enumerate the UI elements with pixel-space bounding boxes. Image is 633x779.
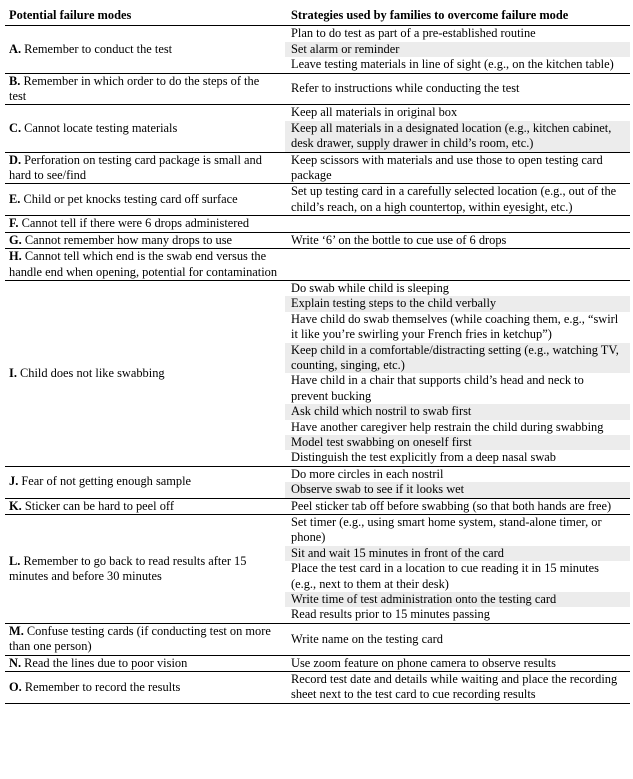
strategy-item: Distinguish the test explicitly from a deep nasal swab	[291, 450, 556, 465]
strategies-cell	[285, 280, 630, 466]
failure-mode-letter: M.	[9, 623, 24, 638]
failure-mode-text: Child or pet knocks testing card off surface	[23, 192, 238, 207]
failure-mode-letter: B.	[9, 73, 21, 88]
failure-mode-text: Sticker can be hard to peel off	[24, 498, 174, 513]
strategy-item: Set up testing card in a carefully selected location (e.g., out of the child’s reach, on a high countertop, within eyesight, etc.)	[291, 184, 617, 214]
failure-mode-letter: E.	[9, 192, 21, 207]
failure-mode-cell	[5, 105, 285, 152]
strategy-item: Do more circles in each nostril	[291, 466, 444, 481]
failure-mode-cell	[5, 152, 285, 184]
failure-mode-text: Remember in which order to do the steps of the test	[9, 73, 260, 104]
failure-mode-letter: O.	[9, 679, 22, 694]
table-row	[5, 466, 630, 498]
strategy-item: Use zoom feature on phone camera to observe results	[291, 655, 556, 670]
strategies-cell	[285, 623, 630, 655]
failure-mode-letter: C.	[9, 120, 22, 135]
strategy-item: Keep all materials in original box	[291, 105, 458, 120]
table-row	[5, 184, 630, 216]
header-strategies: Strategies used by families to overcome failure mode	[285, 7, 630, 26]
failure-mode-cell	[5, 184, 285, 216]
table-row	[5, 249, 630, 281]
failure-mode-cell	[5, 466, 285, 498]
strategy-item: Set alarm or reminder	[285, 42, 630, 57]
strategies-cell	[285, 655, 630, 671]
strategy-item: Keep child in a comfortable/distracting setting (e.g., watching TV, counting, singing, etc.)	[285, 343, 630, 374]
failure-mode-text: Cannot locate testing materials	[24, 120, 178, 135]
table-body	[5, 26, 630, 703]
table-row	[5, 672, 630, 704]
strategy-item: Read results prior to 15 minutes passing	[291, 607, 490, 622]
strategy-item: Place the test card in a location to cue reading it in 15 minutes (e.g., next to them at their desk)	[291, 561, 599, 591]
strategies-cell	[285, 216, 630, 232]
strategies-cell	[285, 105, 630, 152]
failure-mode-text: Read the lines due to poor vision	[24, 655, 188, 670]
strategy-item: Record test date and details while waiting and place the recording sheet next to the test card to cue recording results	[291, 672, 618, 702]
strategy-item: Sit and wait 15 minutes in front of the card	[285, 546, 630, 561]
failure-mode-text: Confuse testing cards (if conducting test on more than one person)	[9, 623, 271, 654]
strategy-item: Plan to do test as part of a pre-established routine	[291, 26, 536, 41]
strategies-cell	[285, 466, 630, 498]
failure-mode-letter: H.	[9, 249, 22, 264]
failure-mode-letter: K.	[9, 498, 22, 513]
failure-mode-cell	[5, 216, 285, 232]
failure-mode-text: Remember to record the results	[24, 679, 181, 694]
failure-mode-letter: A.	[9, 41, 22, 56]
failure-mode-cell	[5, 623, 285, 655]
table-row	[5, 232, 630, 248]
failure-mode-cell	[5, 498, 285, 514]
failure-mode-text: Cannot remember how many drops to use	[24, 232, 233, 247]
strategy-item: Peel sticker tab off before swabbing (so that both hands are free)	[291, 498, 612, 513]
failure-mode-cell	[5, 672, 285, 704]
failure-mode-text: Remember to go back to read results after 15 minutes and before 30 minutes	[9, 553, 247, 583]
table-row	[5, 623, 630, 655]
strategy-item: Set timer (e.g., using smart home system, stand-alone timer, or phone)	[291, 515, 602, 545]
failure-mode-letter: F.	[9, 216, 19, 231]
strategy-item: Leave testing materials in line of sight (e.g., on the kitchen table)	[291, 57, 614, 72]
failure-mode-cell	[5, 73, 285, 105]
strategy-item: Write time of test administration onto the testing card	[285, 592, 630, 607]
strategies-cell	[285, 672, 630, 704]
failure-mode-cell	[5, 232, 285, 248]
strategy-item: Write name on the testing card	[291, 631, 443, 646]
failure-mode-text: Perforation on testing card package is small and hard to see/find	[9, 152, 262, 183]
strategy-item: Do swab while child is sleeping	[291, 280, 449, 295]
strategies-cell	[285, 515, 630, 624]
strategies-cell	[285, 184, 630, 216]
failure-mode-text: Fear of not getting enough sample	[21, 474, 192, 489]
strategy-item: Refer to instructions while conducting the test	[291, 81, 520, 96]
failure-mode-letter: I.	[9, 365, 17, 380]
strategy-item: Keep scissors with materials and use those to open testing card package	[291, 152, 603, 183]
strategy-item: Have child in a chair that supports child’s head and neck to prevent bucking	[291, 373, 584, 403]
table-row	[5, 73, 630, 105]
strategy-item: Ask child which nostril to swab first	[285, 404, 630, 419]
strategy-item: Have another caregiver help restrain the child during swabbing	[291, 419, 604, 434]
strategies-cell	[285, 152, 630, 184]
failure-mode-letter: D.	[9, 152, 22, 167]
failure-mode-cell	[5, 26, 285, 73]
strategies-cell	[285, 232, 630, 248]
strategies-cell	[285, 498, 630, 514]
failure-mode-cell	[5, 515, 285, 624]
strategies-cell	[285, 26, 630, 73]
table-row	[5, 105, 630, 152]
failure-mode-text: Remember to conduct the test	[24, 41, 173, 56]
strategy-item: Observe swab to see if it looks wet	[285, 482, 630, 497]
failure-mode-letter: L.	[9, 553, 21, 568]
failure-mode-text: Cannot tell which end is the swab end versus the handle end when opening, potential for contamination	[9, 249, 278, 279]
table-row	[5, 655, 630, 671]
header-failure-modes: Potential failure modes	[5, 7, 285, 26]
failure-mode-cell	[5, 280, 285, 466]
failure-modes-table	[5, 7, 630, 704]
table-row	[5, 498, 630, 514]
table-row	[5, 152, 630, 184]
failure-mode-text: Cannot tell if there were 6 drops administered	[21, 216, 250, 231]
failure-mode-cell	[5, 249, 285, 281]
failure-mode-letter: N.	[9, 655, 22, 670]
failure-mode-text: Child does not like swabbing	[20, 365, 165, 380]
strategies-cell	[285, 249, 630, 281]
strategy-item: Explain testing steps to the child verbally	[285, 296, 630, 311]
table-row	[5, 26, 630, 73]
table-header-row	[5, 7, 630, 26]
table-row	[5, 216, 630, 232]
failure-mode-cell	[5, 655, 285, 671]
failure-mode-letter: J.	[9, 474, 19, 489]
strategy-item: Write ‘6’ on the bottle to cue use of 6 drops	[291, 232, 507, 247]
strategy-item: Have child do swab themselves (while coaching them, e.g., “swirl it like you’re swirling your French fries in ketchup”)	[291, 311, 619, 342]
failure-mode-letter: G.	[9, 232, 22, 247]
table-row	[5, 515, 630, 624]
strategies-cell	[285, 73, 630, 105]
table-row	[5, 280, 630, 466]
strategy-item: Keep all materials in a designated location (e.g., kitchen cabinet, desk drawer, supply drawer in child’s room, etc.)	[285, 121, 630, 152]
strategy-item: Model test swabbing on oneself first	[285, 435, 630, 450]
